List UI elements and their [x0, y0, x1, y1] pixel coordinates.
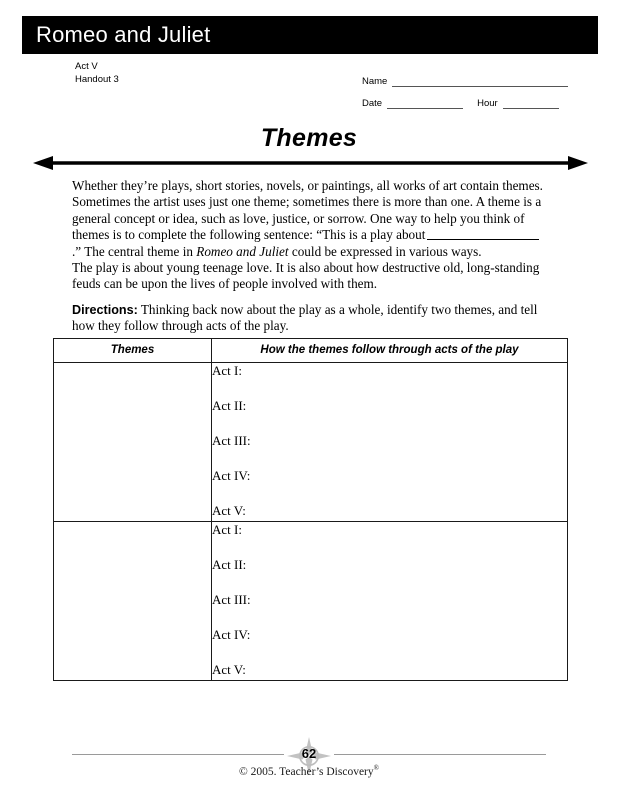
- act-line: Act III:: [212, 433, 251, 448]
- themes-table: [53, 338, 568, 681]
- date-hour-field-row: [362, 98, 568, 109]
- copyright-text: © 2005. Teacher’s Discovery: [239, 765, 374, 778]
- directions-paragraph: [72, 302, 546, 335]
- registered-trademark-icon: ®: [373, 764, 379, 772]
- act-line: Act II:: [212, 557, 247, 572]
- page-footer: [0, 736, 618, 796]
- intro-paragraph-text-a: Whether they’re plays, short stories, novels, or paintings, all works of art contain themes. Sometimes the artist uses just one theme; sometimes there is more than one. A theme is a general concept or idea, such as love, justice, or sorrow. One way to help you think of themes is to complete the following sentence: “This is a play about: [72, 178, 543, 243]
- double-arrow-divider-icon: [33, 153, 588, 173]
- table-row: [54, 363, 568, 522]
- summary-paragraph: The play is about young teenage love. It is also about how destructive old, long-standing feuds can be upon the lives of people involved with them.: [72, 260, 540, 292]
- handout-meta: [75, 60, 119, 86]
- intro-paragraph-text-d: could be expressed in various ways.: [291, 243, 482, 259]
- table-row: [54, 522, 568, 681]
- name-input[interactable]: [392, 76, 568, 87]
- student-info-block: [362, 76, 568, 120]
- act-line: Act IV:: [212, 468, 251, 483]
- page-number: 62: [301, 746, 317, 761]
- act-line: Act I:: [212, 522, 242, 537]
- column-header-acts: How the themes follow through acts of the play: [212, 339, 568, 363]
- name-label: Name: [362, 76, 388, 87]
- hour-label: Hour: [477, 98, 498, 109]
- intro-paragraph: [72, 178, 546, 260]
- footer-rule-right: [334, 754, 546, 755]
- directions-text: Thinking back now about the play as a whole, identify two themes, and tell how they follow through acts of the play.: [72, 302, 538, 334]
- theme-answer-cell[interactable]: [54, 363, 212, 522]
- act-line: Act II:: [212, 398, 247, 413]
- directions-label: Directions:: [72, 303, 138, 317]
- column-header-themes: Themes: [54, 339, 212, 363]
- handout-label: Handout 3: [75, 74, 119, 85]
- play-title: Romeo and Juliet: [36, 22, 211, 47]
- theme-answer-cell[interactable]: [54, 522, 212, 681]
- act-line: Act V:: [212, 503, 246, 518]
- act-line: Act V:: [212, 662, 246, 677]
- footer-rule-left: [72, 754, 284, 755]
- acts-answer-cell[interactable]: [212, 522, 568, 681]
- intro-paragraph-text-b: .”: [72, 243, 82, 259]
- intro-paragraph-text-c: The central theme in: [84, 243, 193, 259]
- act-line: Act III:: [212, 592, 251, 607]
- date-input[interactable]: [387, 98, 463, 109]
- page-title: Themes: [260, 124, 358, 152]
- act-line: Act I:: [212, 363, 242, 378]
- hour-input[interactable]: [503, 98, 559, 109]
- act-line: Act IV:: [212, 627, 251, 642]
- table-header-row: [54, 339, 568, 363]
- acts-answer-cell[interactable]: [212, 363, 568, 522]
- copyright-notice: [0, 764, 618, 778]
- act-label: Act V: [75, 61, 98, 72]
- date-label: Date: [362, 98, 383, 109]
- theme-blank-input[interactable]: [427, 227, 539, 240]
- work-title: Romeo and Juliet: [196, 243, 289, 259]
- name-field-row: [362, 76, 568, 87]
- play-title-bar: [22, 16, 598, 54]
